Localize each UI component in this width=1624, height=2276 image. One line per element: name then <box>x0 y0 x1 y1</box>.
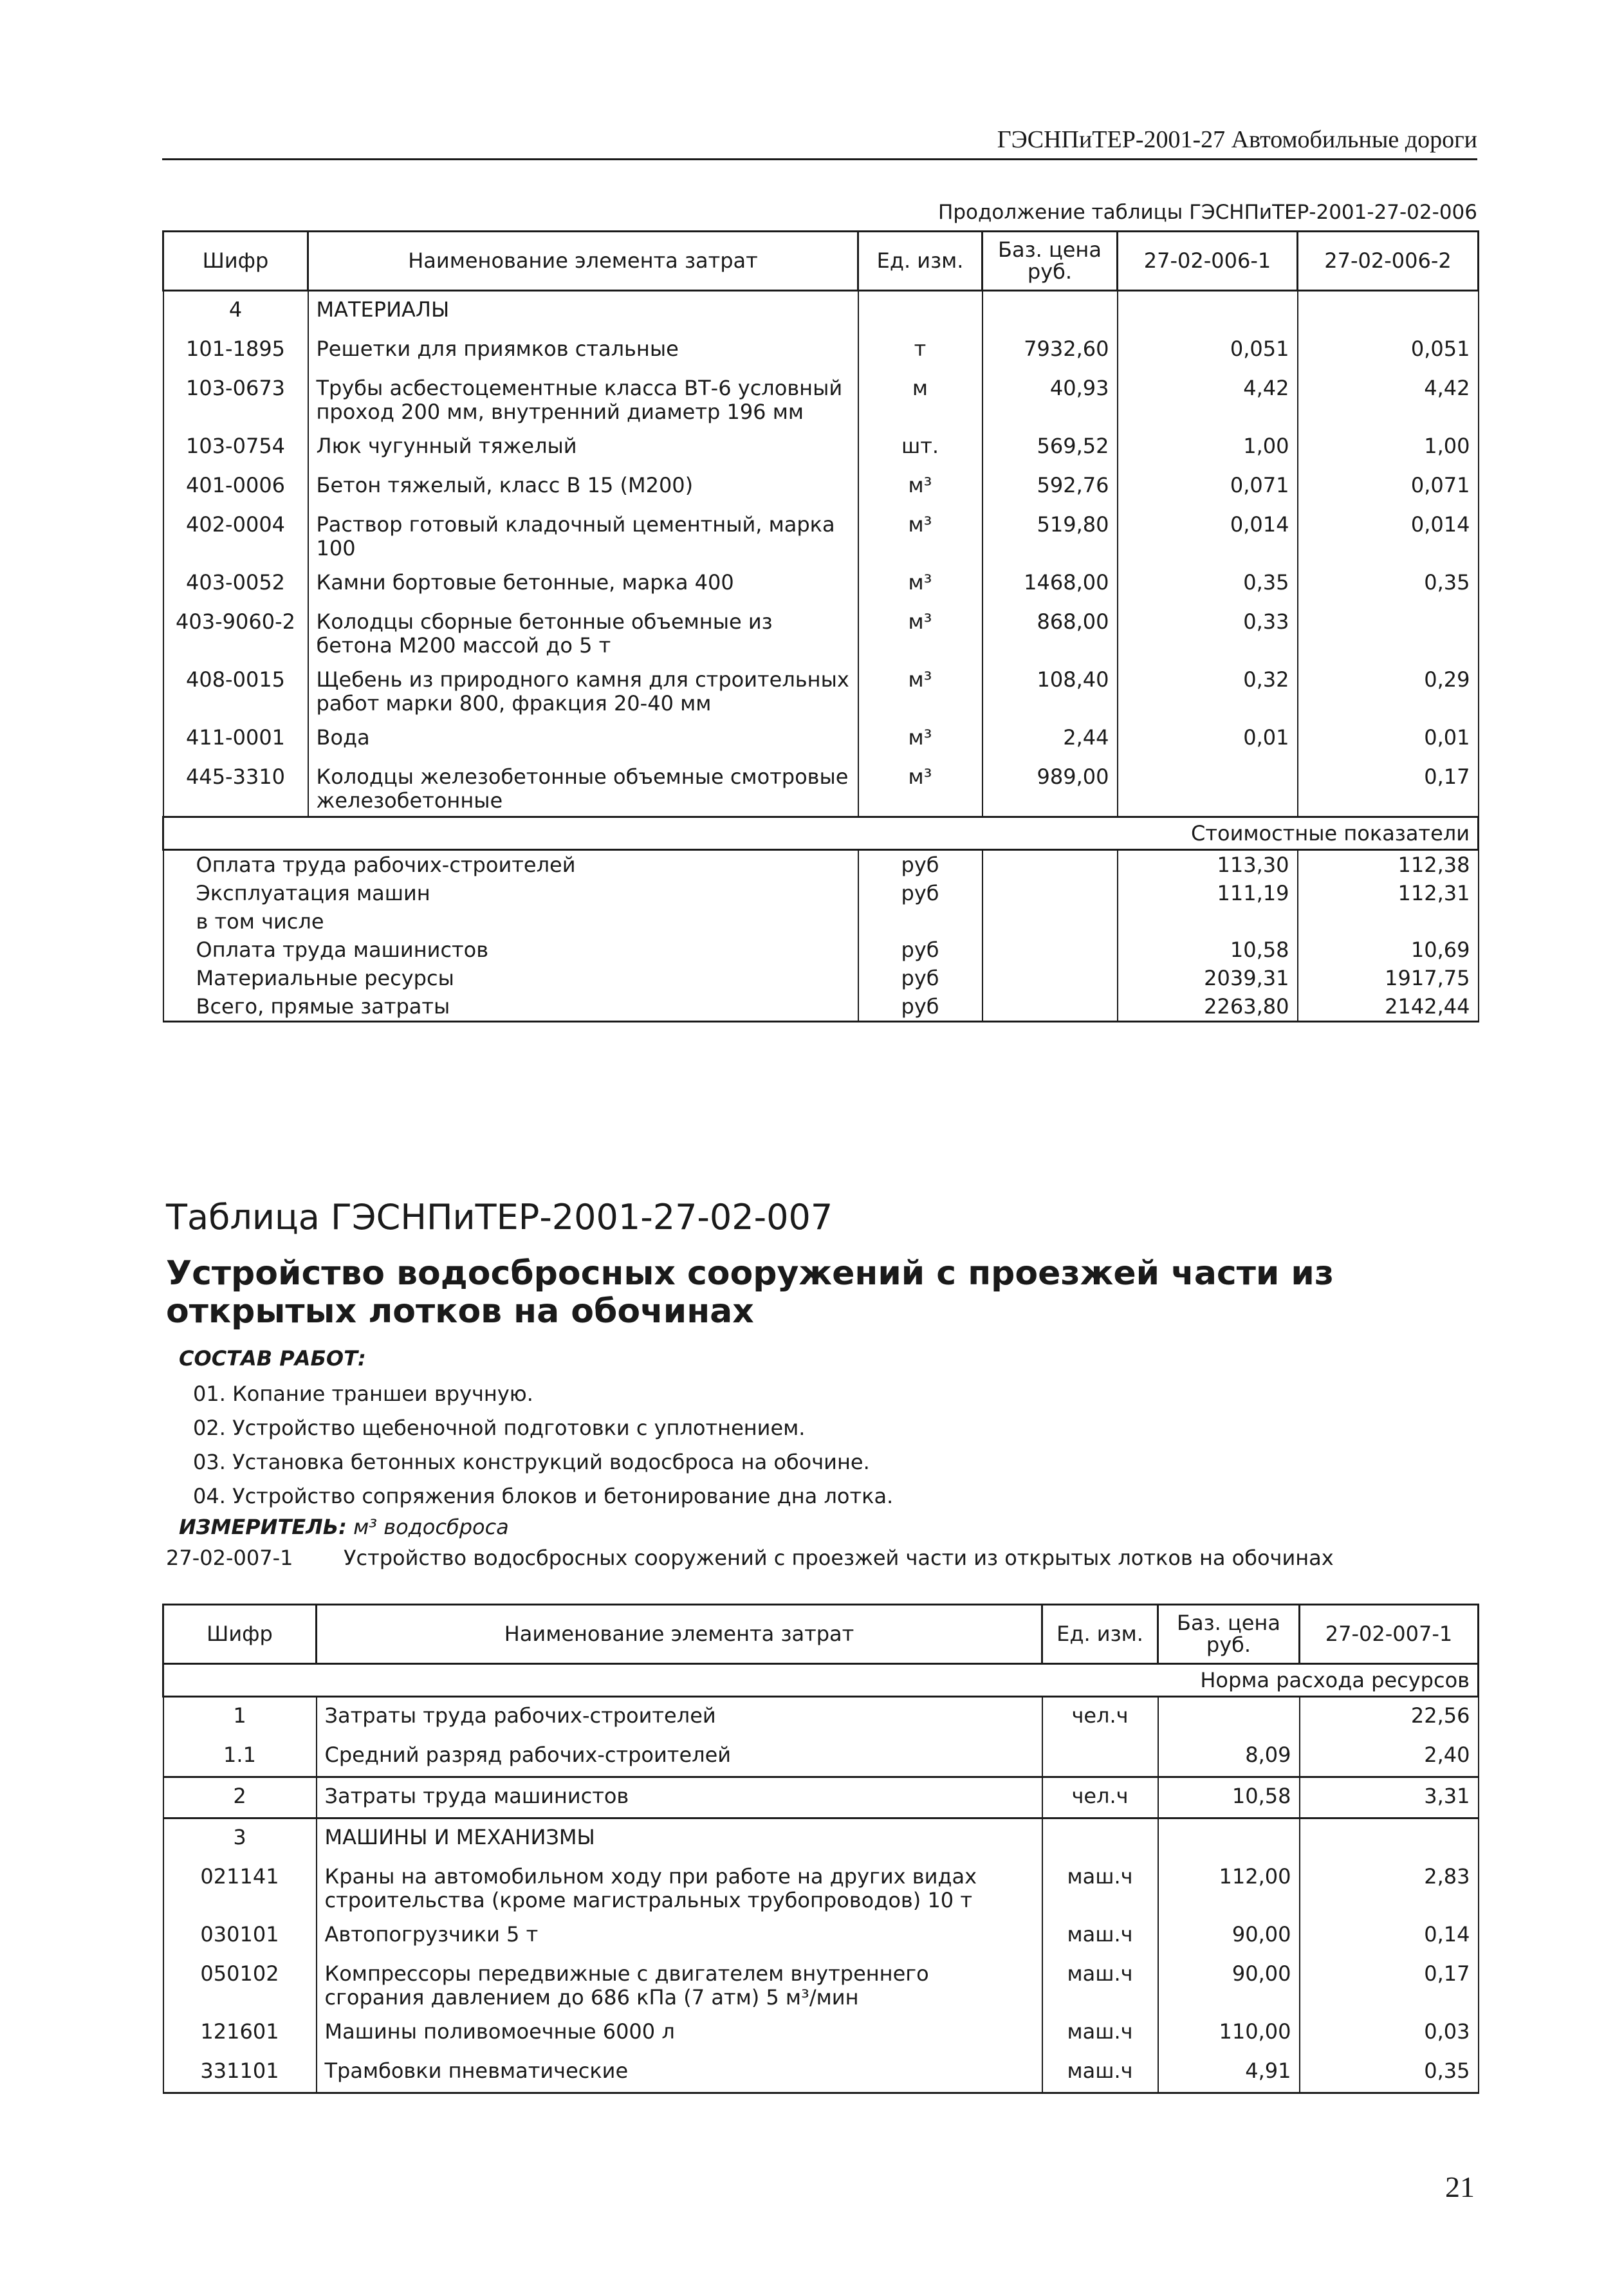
table-row <box>163 1916 1479 1956</box>
col-header: Наименование элемента затрат <box>317 1605 1042 1664</box>
cost-price <box>983 907 1118 936</box>
cost-row <box>163 964 1479 992</box>
cost-value-1: 10,58 <box>1118 936 1298 964</box>
table-row <box>163 428 1479 467</box>
col-header: Шифр <box>163 232 308 291</box>
cell-unit: маш.ч <box>1042 2013 1158 2053</box>
cell-code: 411-0001 <box>163 719 308 759</box>
cost-row <box>163 850 1479 880</box>
cost-unit: руб <box>858 964 983 992</box>
cell-code: 403-0052 <box>163 564 308 604</box>
cell-code: 050102 <box>163 1956 317 2013</box>
cell-value: 0,14 <box>1300 1916 1479 1956</box>
work-item: 03. Установка бетонных конструкций водосброса на обочине. <box>193 1450 870 1474</box>
cell-unit: м <box>858 370 983 428</box>
cost-value-1: 2039,31 <box>1118 964 1298 992</box>
cost-price <box>983 936 1118 964</box>
cell-price: 108,40 <box>983 662 1118 719</box>
cell-price: 40,93 <box>983 370 1118 428</box>
cell-price: 110,00 <box>1158 2013 1300 2053</box>
cell-unit <box>1042 1737 1158 1777</box>
work-item: 04. Устройство сопряжения блоков и бетонирование дна лотка. <box>193 1484 894 1508</box>
meter <box>179 1515 509 1539</box>
cell-unit: м³ <box>858 604 983 662</box>
cell-value-2: 0,35 <box>1298 564 1479 604</box>
table-row <box>163 2053 1479 2093</box>
cell-unit: м³ <box>858 564 983 604</box>
cell-price: 868,00 <box>983 604 1118 662</box>
cost-price <box>983 879 1118 907</box>
cost-unit: руб <box>858 992 983 1022</box>
cell-name: Люк чугунный тяжелый <box>308 428 858 467</box>
meter-value: м³ водосброса <box>353 1515 509 1539</box>
cell-code: 103-0673 <box>163 370 308 428</box>
cost-body <box>163 850 1479 1022</box>
cell-name: Трамбовки пневматические <box>317 2053 1042 2093</box>
cell-code: 408-0015 <box>163 662 308 719</box>
cost-name: Оплата труда машинистов <box>163 936 858 964</box>
cost-value-2: 2142,44 <box>1298 992 1479 1022</box>
cell-value-2: 0,071 <box>1298 467 1479 506</box>
cell-value-2: 0,051 <box>1298 331 1479 370</box>
cell-price <box>1158 1818 1300 1859</box>
cost-value-1: 113,30 <box>1118 850 1298 880</box>
cell-value-1: 0,33 <box>1118 604 1298 662</box>
norm-label-row <box>163 1664 1479 1697</box>
cell-unit <box>1042 1818 1158 1859</box>
cell-code: 402-0004 <box>163 506 308 564</box>
col-header: Ед. изм. <box>1042 1605 1158 1664</box>
cost-price <box>983 964 1118 992</box>
cell-value-2: 0,17 <box>1298 759 1479 817</box>
section-title: Устройство водосбросных сооружений с проезжей части из открытых лотков на обочинах <box>166 1254 1334 1331</box>
cell-name: Колодцы сборные бетонные объемные из бетона М200 массой до 5 т <box>308 604 858 662</box>
cost-value-2: 1917,75 <box>1298 964 1479 992</box>
cell-unit: маш.ч <box>1042 1916 1158 1956</box>
cost-value-1 <box>1118 907 1298 936</box>
cell-code: 331101 <box>163 2053 317 2093</box>
cost-row <box>163 992 1479 1022</box>
cell-unit: чел.ч <box>1042 1697 1158 1737</box>
cost-row <box>163 879 1479 907</box>
cell-code: 030101 <box>163 1916 317 1956</box>
table-row <box>163 759 1479 817</box>
cell-name: Затраты труда рабочих-строителей <box>317 1697 1042 1737</box>
cell-name: МАШИНЫ И МЕХАНИЗМЫ <box>317 1818 1042 1859</box>
cost-unit: руб <box>858 936 983 964</box>
cell-code: 2 <box>163 1777 317 1818</box>
cell-name: Средний разряд рабочих-строителей <box>317 1737 1042 1777</box>
table-continuation-caption: Продолжение таблицы ГЭСНПиТЕР-2001-27-02-006 <box>938 201 1477 224</box>
cost-value-2 <box>1298 907 1479 936</box>
col-header: 27-02-006-1 <box>1118 232 1298 291</box>
running-title: ГЭСНПиТЕР-2001-27 Автомобильные дороги <box>997 126 1477 153</box>
cell-value-2: 1,00 <box>1298 428 1479 467</box>
cell-code: 121601 <box>163 2013 317 2053</box>
cell-name: Автопогрузчики 5 т <box>317 1916 1042 1956</box>
cell-value-2 <box>1298 604 1479 662</box>
cell-code: 3 <box>163 1818 317 1859</box>
col-header: 27-02-007-1 <box>1300 1605 1479 1664</box>
cell-code: 403-9060-2 <box>163 604 308 662</box>
work-item: 02. Устройство щебеночной подготовки с уплотнением. <box>193 1416 806 1440</box>
cell-price: 519,80 <box>983 506 1118 564</box>
table-row <box>163 2013 1479 2053</box>
cost-unit <box>858 907 983 936</box>
cost-name: Материальные ресурсы <box>163 964 858 992</box>
col-header: Баз. цена руб. <box>1158 1605 1300 1664</box>
cell-value-2: 0,01 <box>1298 719 1479 759</box>
cost-name: Всего, прямые затраты <box>163 992 858 1022</box>
cell-unit: т <box>858 331 983 370</box>
cell-unit: чел.ч <box>1042 1777 1158 1818</box>
table-row <box>163 604 1479 662</box>
cell-name: Краны на автомобильном ходу при работе на других видах строительства (кроме магистральных трубопроводов) 10 т <box>317 1858 1042 1916</box>
cell-value: 0,35 <box>1300 2053 1479 2093</box>
col-header: Шифр <box>163 1605 317 1664</box>
cell-value-1: 0,35 <box>1118 564 1298 604</box>
running-header <box>162 121 1477 160</box>
works-list <box>193 1377 893 1513</box>
cell-unit: м³ <box>858 759 983 817</box>
cell-unit: м³ <box>858 719 983 759</box>
cell-name: Трубы асбестоцементные класса ВТ-6 условный проход 200 мм, внутренний диаметр 196 мм <box>308 370 858 428</box>
cell-name: Камни бортовые бетонные, марка 400 <box>308 564 858 604</box>
cell-value-1: 1,00 <box>1118 428 1298 467</box>
cell-value-1 <box>1118 759 1298 817</box>
section-title: МАТЕРИАЛЫ <box>308 291 858 331</box>
cost-name: в том числе <box>163 907 858 936</box>
cost-unit: руб <box>858 850 983 880</box>
cell-code: 445-3310 <box>163 759 308 817</box>
cell-name: Компрессоры передвижные с двигателем внутреннего сгорания давлением до 686 кПа (7 атм) 5 м³/мин <box>317 1956 1042 2013</box>
cell-code: 101-1895 <box>163 331 308 370</box>
cost-price <box>983 850 1118 880</box>
cell-price: 90,00 <box>1158 1956 1300 2013</box>
cell-unit: м³ <box>858 662 983 719</box>
table-27-02-006 <box>162 230 1479 1022</box>
table-row <box>163 1956 1479 2013</box>
norm-code: 27-02-007-1 <box>166 1546 293 1570</box>
cell-code: 1.1 <box>163 1737 317 1777</box>
cost-value-1: 2263,80 <box>1118 992 1298 1022</box>
cell-value-1: 0,32 <box>1118 662 1298 719</box>
cost-row <box>163 936 1479 964</box>
table-row <box>163 719 1479 759</box>
cell-unit: маш.ч <box>1042 1956 1158 2013</box>
table-row <box>163 1737 1479 1777</box>
cell-value-1: 0,014 <box>1118 506 1298 564</box>
cell-price: 989,00 <box>983 759 1118 817</box>
meter-label: ИЗМЕРИТЕЛЬ: <box>179 1515 347 1539</box>
cell-price: 10,58 <box>1158 1777 1300 1818</box>
cell-value <box>1300 1818 1479 1859</box>
table-body <box>163 1697 1479 2093</box>
cell-unit: маш.ч <box>1042 2053 1158 2093</box>
cell-price: 8,09 <box>1158 1737 1300 1777</box>
cost-value-2: 10,69 <box>1298 936 1479 964</box>
cell-price: 2,44 <box>983 719 1118 759</box>
cell-unit: маш.ч <box>1042 1858 1158 1916</box>
cell-unit: м³ <box>858 506 983 564</box>
cell-name: Щебень из природного камня для строительных работ марки 800, фракция 20-40 мм <box>308 662 858 719</box>
cell-value: 0,17 <box>1300 1956 1479 2013</box>
cell-price: 7932,60 <box>983 331 1118 370</box>
table-row <box>163 370 1479 428</box>
table-row <box>163 506 1479 564</box>
table-header-row <box>163 232 1479 291</box>
cell-unit: шт. <box>858 428 983 467</box>
cost-value-1: 111,19 <box>1118 879 1298 907</box>
cell-price: 90,00 <box>1158 1916 1300 1956</box>
cell-code: 1 <box>163 1697 317 1737</box>
col-header: Наименование элемента затрат <box>308 232 858 291</box>
table-row <box>163 564 1479 604</box>
cell-value: 2,40 <box>1300 1737 1479 1777</box>
cell-unit: м³ <box>858 467 983 506</box>
table-row <box>163 1818 1479 1859</box>
cell-value-2: 4,42 <box>1298 370 1479 428</box>
cell-code: 401-0006 <box>163 467 308 506</box>
cell-value: 3,31 <box>1300 1777 1479 1818</box>
section-row <box>163 291 1479 331</box>
cell-name: Затраты труда машинистов <box>317 1777 1042 1818</box>
cost-row <box>163 907 1479 936</box>
table-row <box>163 331 1479 370</box>
cell-value: 22,56 <box>1300 1697 1479 1737</box>
cell-price: 569,52 <box>983 428 1118 467</box>
cell-value-1: 0,071 <box>1118 467 1298 506</box>
cell-price <box>1158 1697 1300 1737</box>
table-27-02-007 <box>162 1604 1479 2094</box>
cell-name: Машины поливомоечные 6000 л <box>317 2013 1042 2053</box>
works-label: СОСТАВ РАБОТ: <box>179 1346 366 1371</box>
cost-value-2: 112,38 <box>1298 850 1479 880</box>
table-row <box>163 1697 1479 1737</box>
cost-price <box>983 992 1118 1022</box>
table-row <box>163 662 1479 719</box>
table-row <box>163 467 1479 506</box>
cell-name: Бетон тяжелый, класс В 15 (М200) <box>308 467 858 506</box>
cost-unit: руб <box>858 879 983 907</box>
norm-label: Норма расхода ресурсов <box>163 1664 1479 1697</box>
cost-name: Эксплуатация машин <box>163 879 858 907</box>
cell-name: Вода <box>308 719 858 759</box>
col-header: 27-02-006-2 <box>1298 232 1479 291</box>
page-number: 21 <box>1445 2170 1475 2203</box>
table-row <box>163 1858 1479 1916</box>
cell-name: Колодцы железобетонные объемные смотровые железобетонные <box>308 759 858 817</box>
cell-price: 1468,00 <box>983 564 1118 604</box>
cost-indicators-row <box>163 817 1479 850</box>
cost-name: Оплата труда рабочих-строителей <box>163 850 858 880</box>
cell-value-1: 0,01 <box>1118 719 1298 759</box>
cell-value: 2,83 <box>1300 1858 1479 1916</box>
table-header-row <box>163 1605 1479 1664</box>
cell-code: 021141 <box>163 1858 317 1916</box>
table-row <box>163 1777 1479 1818</box>
table-body <box>163 291 1479 817</box>
col-header: Ед. изм. <box>858 232 983 291</box>
cost-value-2: 112,31 <box>1298 879 1479 907</box>
cell-code: 103-0754 <box>163 428 308 467</box>
cost-indicators-label: Стоимостные показатели <box>163 817 1479 850</box>
col-header: Баз. цена руб. <box>983 232 1118 291</box>
cell-price: 592,76 <box>983 467 1118 506</box>
cell-price: 4,91 <box>1158 2053 1300 2093</box>
cell-value-2: 0,014 <box>1298 506 1479 564</box>
cell-value-2: 0,29 <box>1298 662 1479 719</box>
work-item: 01. Копание траншеи вручную. <box>193 1382 533 1406</box>
table-heading: Таблица ГЭСНПиТЕР-2001-27-02-007 <box>166 1197 833 1237</box>
cell-name: Решетки для приямков стальные <box>308 331 858 370</box>
cell-name: Раствор готовый кладочный цементный, марка 100 <box>308 506 858 564</box>
cell-value-1: 0,051 <box>1118 331 1298 370</box>
cell-price: 112,00 <box>1158 1858 1300 1916</box>
cell-value-1: 4,42 <box>1118 370 1298 428</box>
norm-code-line <box>166 1546 1334 1570</box>
norm-code-description: Устройство водосбросных сооружений с проезжей части из открытых лотков на обочинах <box>344 1546 1334 1570</box>
section-code: 4 <box>163 291 308 331</box>
cell-value: 0,03 <box>1300 2013 1479 2053</box>
